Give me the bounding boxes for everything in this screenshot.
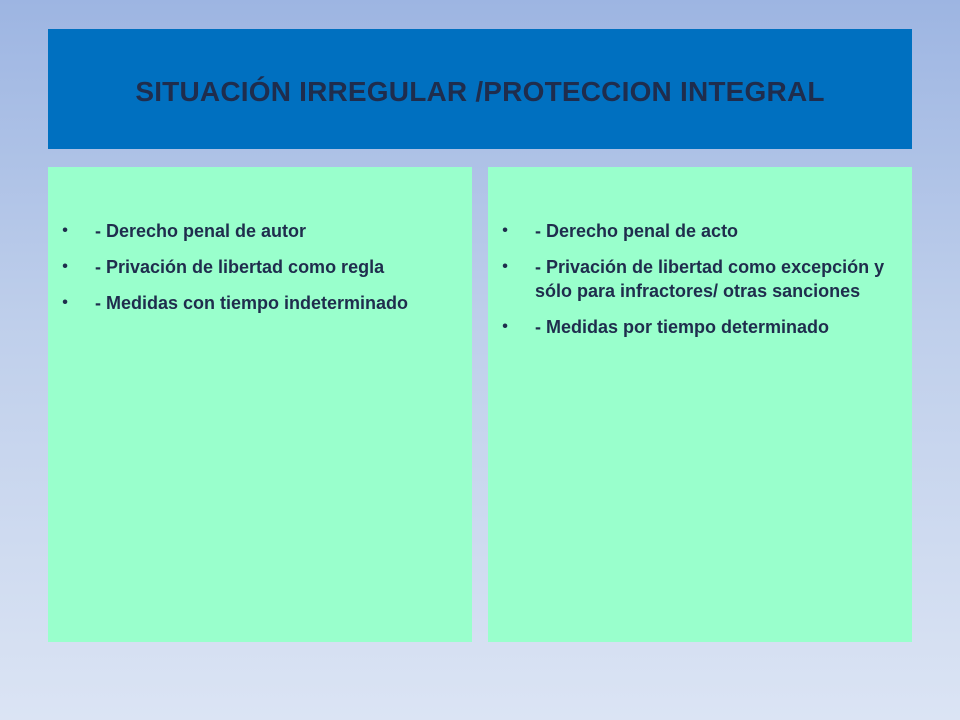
left-panel	[48, 167, 472, 642]
right-bullet-list	[488, 219, 912, 351]
list-item-text: - Derecho penal de acto	[535, 221, 739, 241]
list-item	[488, 315, 912, 339]
bullet-icon: •	[62, 294, 68, 311]
list-item	[48, 219, 472, 243]
right-panel	[488, 167, 912, 642]
list-item	[488, 219, 912, 243]
title-banner	[48, 29, 912, 149]
slide-title: SITUACIÓN IRREGULAR /PROTECCION INTEGRAL	[135, 76, 825, 107]
bullet-icon: •	[502, 222, 508, 239]
list-item-text: - Derecho penal de autor	[95, 221, 307, 241]
bullet-icon: •	[62, 258, 68, 275]
bullet-icon: •	[62, 222, 68, 239]
left-bullet-list	[48, 219, 472, 327]
list-item	[48, 255, 472, 279]
bullet-icon: •	[502, 318, 508, 335]
bullet-icon: •	[502, 258, 508, 275]
list-item-text: - Medidas por tiempo determinado	[535, 317, 830, 337]
list-item-text: - Privación de libertad como excepción y sólo para infractores/ otras sanciones	[535, 257, 885, 301]
list-item-text: - Privación de libertad como regla	[95, 257, 385, 277]
list-item-text: - Medidas con tiempo indeterminado	[95, 293, 409, 313]
list-item	[48, 291, 472, 315]
list-item	[488, 255, 912, 303]
